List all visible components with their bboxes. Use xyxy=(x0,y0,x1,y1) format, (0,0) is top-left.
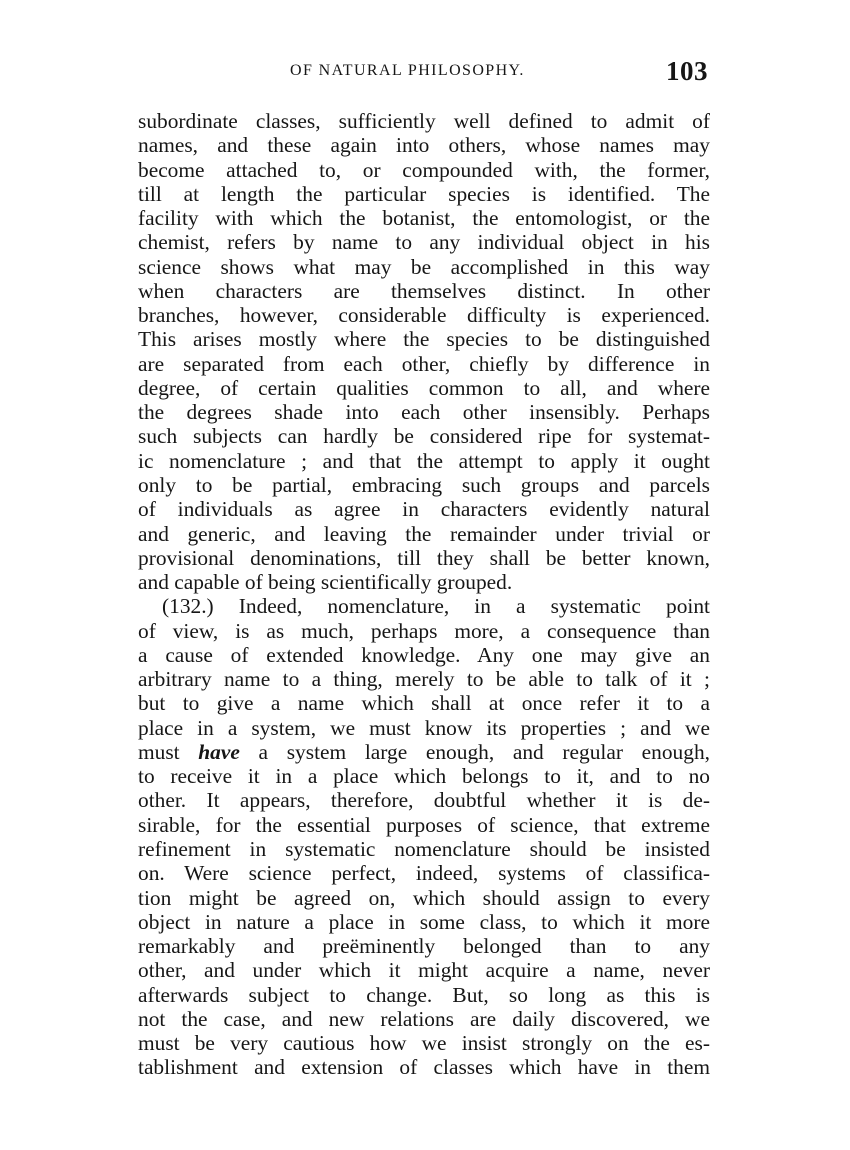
text-line: refinement in systematic nomenclature should be insisted xyxy=(138,836,710,861)
text-line: but to give a name which shall at once refer it to a xyxy=(138,691,710,716)
text-line: names, and these again into others, whose names may xyxy=(138,133,710,158)
text-line: of individuals as agree in characters evidently natural xyxy=(138,497,710,522)
text-line: arbitrary name to a thing, merely to be able to talk of it ; xyxy=(138,667,710,692)
text-line: such subjects can hardly be considered ripe for systemat- xyxy=(138,424,710,449)
text-line: facility with which the botanist, the entomologist, or the xyxy=(138,206,710,231)
text-line: must be very cautious how we insist strongly on the es- xyxy=(138,1031,710,1056)
text-line: of view, is as much, perhaps more, a consequence than xyxy=(138,618,710,643)
text-line: subordinate classes, sufficiently well defined to admit of xyxy=(138,109,710,133)
text-line: are separated from each other, chiefly by difference in xyxy=(138,351,710,376)
text-line: degree, of certain qualities common to all, and where xyxy=(138,375,710,400)
running-title: OF NATURAL PHILOSOPHY. xyxy=(290,62,525,79)
text-line: the degrees shade into each other insensibly. Perhaps xyxy=(138,400,710,425)
text-line: become attached to, or compounded with, the former, xyxy=(138,157,710,182)
text-line-with-italic xyxy=(138,740,710,764)
text-line: remarkably and preëminently belonged than to any xyxy=(138,934,710,959)
text-line: This arises mostly where the species to be distinguished xyxy=(138,327,710,352)
paragraph-first-line: (132.) Indeed, nomenclature, in a systematic point xyxy=(162,594,710,619)
page-number: 103 xyxy=(666,56,708,86)
text-fragment: a system large enough, and regular enough, xyxy=(239,739,710,764)
text-line: provisional denominations, till they shall be better known, xyxy=(138,545,710,570)
text-line: other, and under which it might acquire a name, never xyxy=(138,958,710,983)
text-line: ic nomenclature ; and that the attempt to apply it ought xyxy=(138,448,710,473)
text-line: tion might be agreed on, which should assign to every xyxy=(138,885,710,910)
running-head xyxy=(138,58,710,88)
text-line: sirable, for the essential purposes of science, that extreme xyxy=(138,812,710,837)
paragraph-last-line: and capable of being scientifically grouped. xyxy=(138,570,513,595)
text-fragment: must xyxy=(138,739,199,764)
text-line: when characters are themselves distinct. In other xyxy=(138,278,710,303)
text-line: branches, however, considerable difficulty is experienced. xyxy=(138,303,710,328)
text-line: to receive it in a place which belongs to it, and to no xyxy=(138,764,710,789)
body-text xyxy=(138,109,710,1080)
text-line: till at length the particular species is identified. The xyxy=(138,181,710,206)
text-line: chemist, refers by name to any individual object in his xyxy=(138,230,710,255)
text-line: science shows what may be accomplished in this way xyxy=(138,254,710,279)
text-line: on. Were science perfect, indeed, systems of classifica- xyxy=(138,861,710,886)
italic-word: have xyxy=(198,739,240,764)
text-line: place in a system, we must know its properties ; and we xyxy=(138,715,710,740)
text-line: other. It appears, therefore, doubtful whether it is de- xyxy=(138,788,710,813)
text-line: afterwards subject to change. But, so long as this is xyxy=(138,982,710,1007)
text-line: object in nature a place in some class, to which it more xyxy=(138,909,710,934)
text-line: tablishment and extension of classes which have in them xyxy=(138,1055,710,1080)
text-line: not the case, and new relations are daily discovered, we xyxy=(138,1006,710,1031)
text-line: only to be partial, embracing such groups and parcels xyxy=(138,472,710,497)
text-line: and generic, and leaving the remainder under trivial or xyxy=(138,521,710,546)
text-line: a cause of extended knowledge. Any one may give an xyxy=(138,642,710,667)
